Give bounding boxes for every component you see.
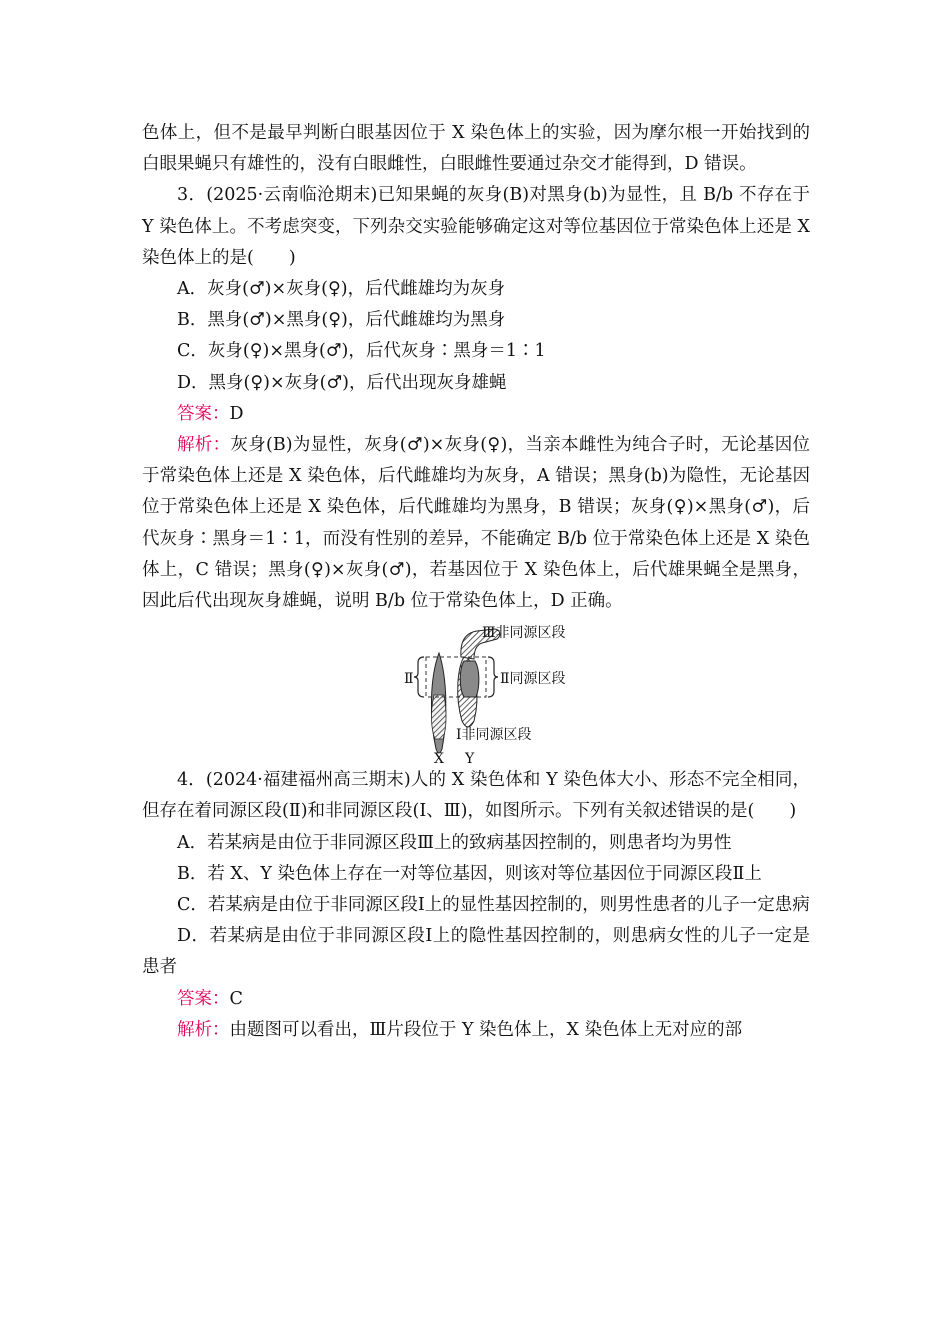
document-body [142,118,810,1046]
label-region-III: Ⅲ非同源区段 [482,625,566,642]
analysis-text: 由题图可以看出，Ⅲ片段位于 Y 染色体上，X 染色体上无对应的部 [229,1019,743,1040]
answer-value: D [229,403,244,424]
question-4-answer [142,984,810,1015]
label-x-chromosome: X [434,751,444,766]
y-homologous-region [460,661,479,697]
question-3-stem: 3．(2025·云南临沧期末)已知果蝇的灰身(B)对黑身(b)为显性，且 B/b 不存在于 Y 染色体上。不考虑突变，下列杂交实验能够确定这对等位基因位于常染色体上还是 X 染色体上的是( ) [142,185,810,268]
question-3-analysis [142,430,810,617]
question-4-option-b: B．若 X、Y 染色体上存在一对等位基因，则该对等位基因位于同源区段Ⅱ上 [177,863,762,884]
answer-value: C [229,988,243,1009]
analysis-label: 解析： [177,1019,230,1040]
xy-chromosome-diagram [142,617,810,765]
question-3-answer [142,399,810,430]
question-3-option-b: B．黑身(♂)×黑身(♀)，后代雌雄均为黑身 [177,310,506,331]
question-3-option-d: D．黑身(♀)×灰身(♂)，后代出现灰身雄蝇 [177,372,507,393]
question-4-stem: 4．(2024·福建福州高三期末)人的 X 染色体和 Y 染色体大小、形态不完全相同，但存在着同源区段(Ⅱ)和非同源区段(Ⅰ、Ⅲ)，如图所示。下列有关叙述错误的是( ) [142,770,810,822]
label-region-I: Ⅰ非同源区段 [456,727,532,744]
question-3-option-a: A．灰身(♂)×灰身(♀)，后代雌雄均为灰身 [177,279,506,300]
answer-label: 答案： [177,988,230,1009]
paragraph-continuation: 色体上，但不是最早判断白眼基因位于 X 染色体上的实验，因为摩尔根一开始找到的白眼果蝇只有雄性的，没有白眼雌性，白眼雌性要通过杂交才能得到，D 错误。 [142,123,810,175]
analysis-text: 灰身(B)为显性，灰身(♂)×灰身(♀)，当亲本雌性为纯合子时，无论基因位于常染色体上还是 X 染色体，后代雌雄均为灰身，A 错误；黑身(b)为隐性，无论基因位于常染色体上还是 X 染色体，后代雌雄均为黑身，B 错误；灰身(♀)×黑身(♂)，后代灰身∶黑身＝1∶1，而没有性别的差异，不能确定 B/b 位于常染色体上还是 X 染色体上，C 错误；黑身(♀)×灰身(♂)，若基因位于 X 染色体上，后代雄果蝇全是黑身，因此后代出现灰身雄蝇，说明 B/b 位于常染色体上，D 正确。 [142,435,810,612]
question-4-option-d: D．若某病是由位于非同源区段Ⅰ上的隐性基因控制的，则患病女性的儿子一定是患者 [142,926,810,978]
question-4-option-a: A．若某病是由位于非同源区段Ⅲ上的致病基因控制的，则患者均为男性 [177,832,732,853]
left-brace [414,657,424,697]
question-4-option-c: C．若某病是由位于非同源区段Ⅰ上的显性基因控制的，则男性患者的儿子一定患病 [177,895,810,916]
label-y-chromosome: Y [465,751,475,766]
question-3-option-c: C．灰身(♀)×黑身(♂)，后代灰身∶黑身＝1∶1 [177,341,546,362]
analysis-label: 解析： [177,435,231,456]
label-region-II-right: Ⅱ同源区段 [500,671,566,688]
chromosome-figure [142,617,810,765]
x-lower-hatched [431,695,446,739]
label-region-II-left: Ⅱ [404,671,414,688]
right-brace [488,657,498,697]
answer-label: 答案： [177,403,230,424]
question-4-analysis [142,1015,810,1046]
